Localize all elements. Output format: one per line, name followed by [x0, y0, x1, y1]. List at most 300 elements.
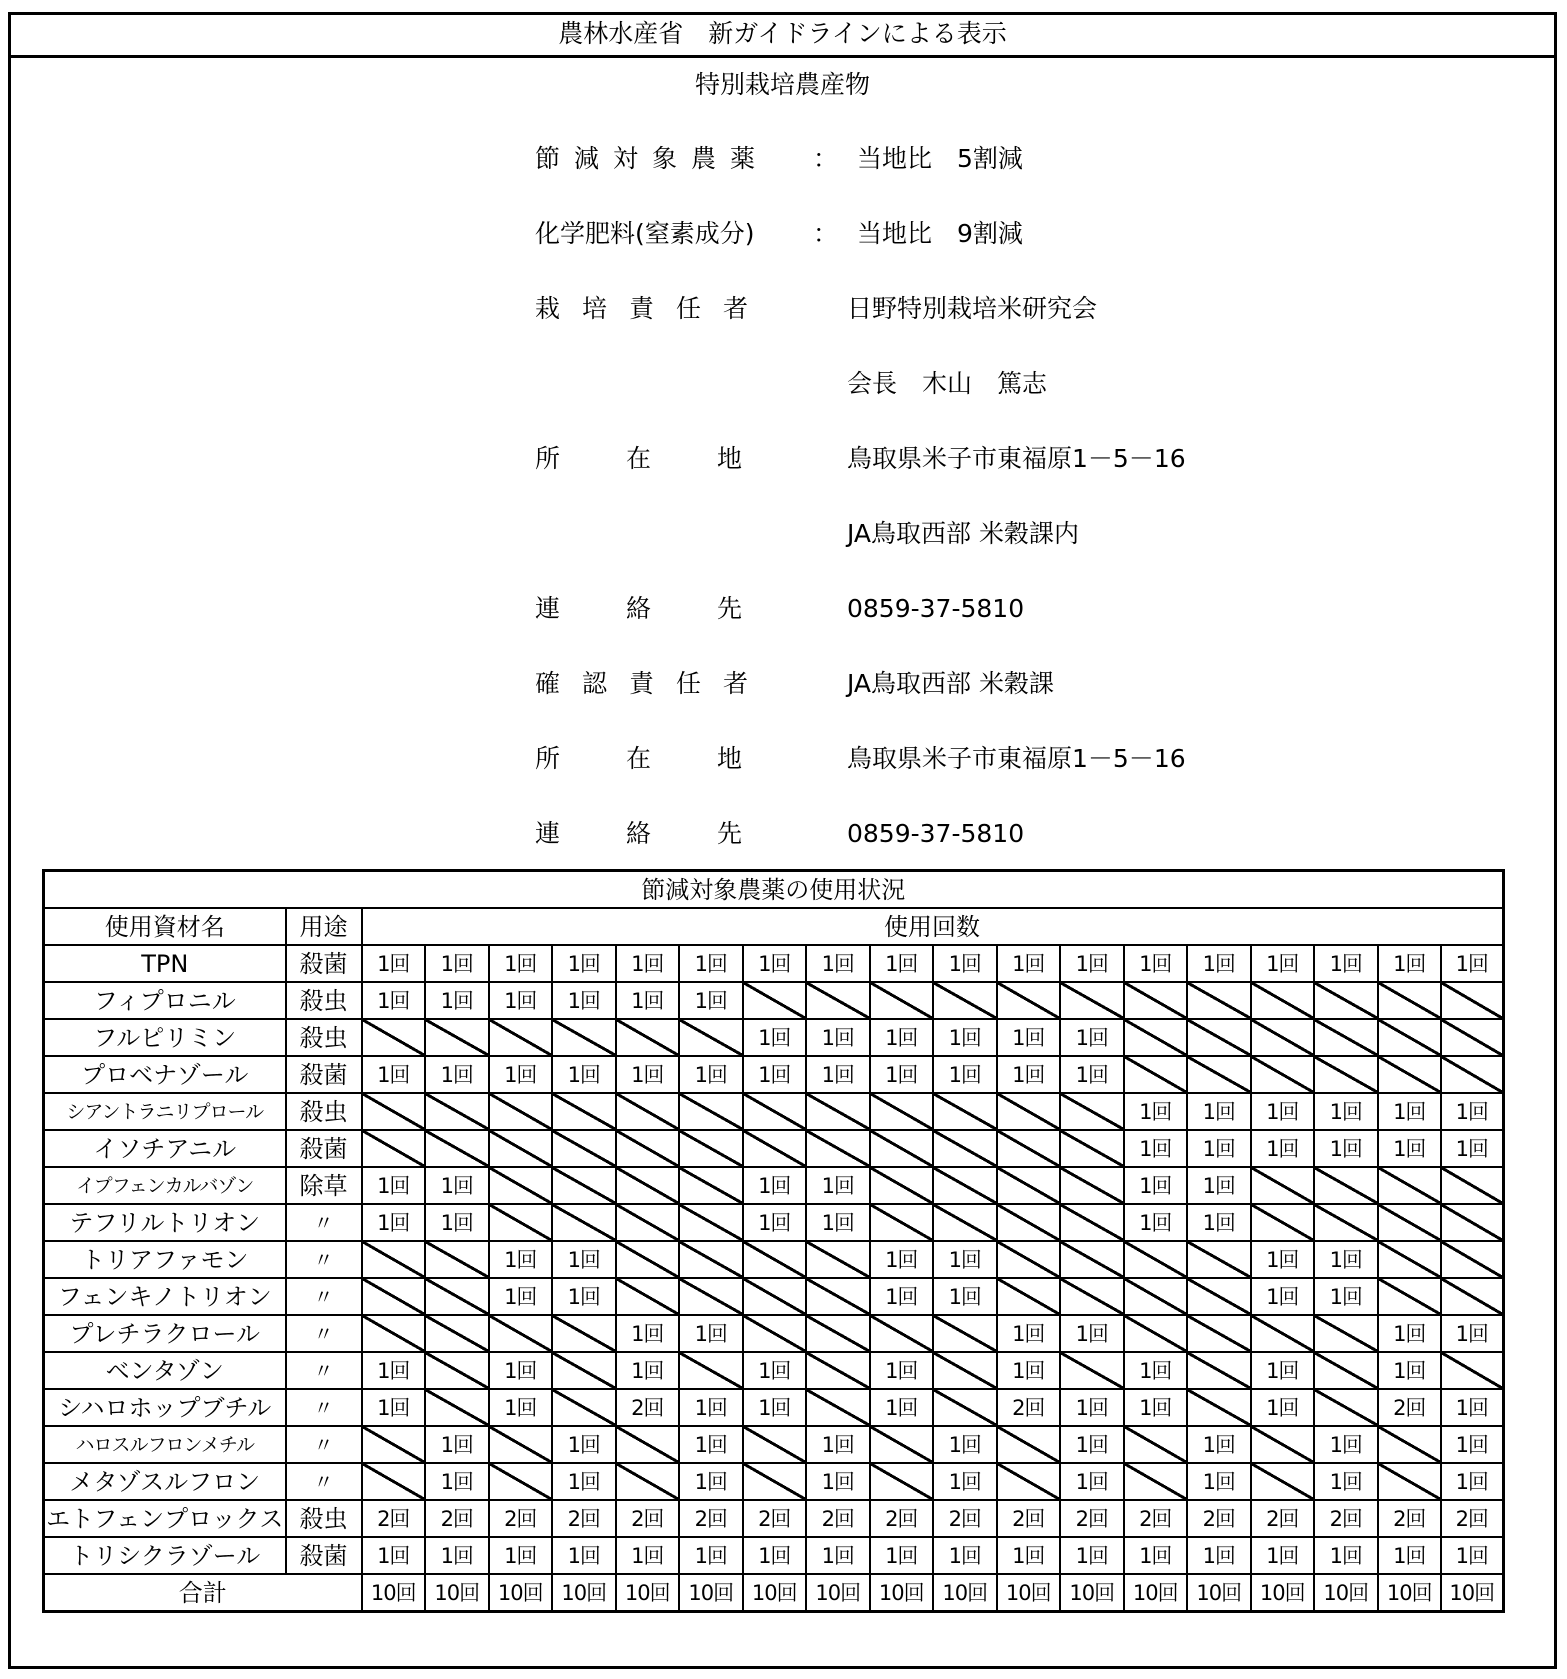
- unused-cell: [933, 1389, 997, 1426]
- material-use: 殺菌: [286, 1056, 362, 1093]
- count-cell: 1回: [997, 1315, 1061, 1352]
- count-cell: 1回: [1314, 1426, 1378, 1463]
- table-row: [44, 1056, 1504, 1093]
- unused-cell: [552, 1204, 616, 1241]
- table-header-row: [44, 908, 1504, 945]
- unused-cell: [806, 1352, 870, 1389]
- count-cell: 2回: [616, 1389, 680, 1426]
- count-cell: 1回: [362, 945, 426, 982]
- unused-cell: [997, 1130, 1061, 1167]
- material-use: 〃: [286, 1352, 362, 1389]
- unused-cell: [1060, 1130, 1124, 1167]
- table-row: [44, 982, 1504, 1019]
- count-cell: 1回: [1441, 1093, 1503, 1130]
- unused-cell: [1060, 1241, 1124, 1278]
- total-row: [44, 1574, 1504, 1612]
- count-cell: 2回: [552, 1500, 616, 1537]
- material-name: プロベナゾール: [44, 1056, 286, 1093]
- unused-cell: [552, 1130, 616, 1167]
- count-cell: 2回: [997, 1389, 1061, 1426]
- colon: ：: [813, 219, 839, 248]
- count-cell: 1回: [870, 1019, 934, 1056]
- unused-cell: [616, 1204, 680, 1241]
- unused-cell: [933, 1204, 997, 1241]
- unused-cell: [1314, 1056, 1378, 1093]
- unused-cell: [1441, 1056, 1503, 1093]
- count-cell: 1回: [679, 1426, 743, 1463]
- table-row: [44, 1093, 1504, 1130]
- total-label: 合計: [44, 1574, 362, 1612]
- count-cell: 1回: [806, 1463, 870, 1500]
- count-cell: 1回: [1124, 1389, 1188, 1426]
- material-use: 〃: [286, 1278, 362, 1315]
- count-cell: 1回: [1251, 945, 1315, 982]
- count-cell: 1回: [933, 1426, 997, 1463]
- count-cell: 1回: [425, 982, 489, 1019]
- unused-cell: [489, 1204, 553, 1241]
- unused-cell: [489, 1463, 553, 1500]
- unused-cell: [1378, 1241, 1442, 1278]
- total-cell: 10回: [870, 1574, 934, 1612]
- count-cell: 1回: [806, 1167, 870, 1204]
- count-cell: 1回: [1060, 1537, 1124, 1574]
- count-cell: 1回: [552, 945, 616, 982]
- count-cell: 1回: [933, 1278, 997, 1315]
- unused-cell: [552, 1093, 616, 1130]
- count-cell: 1回: [1187, 1426, 1251, 1463]
- count-cell: 1回: [616, 1537, 680, 1574]
- count-cell: 1回: [743, 1389, 807, 1426]
- unused-cell: [743, 1463, 807, 1500]
- material-name: テフリルトリオン: [44, 1204, 286, 1241]
- header-material: 使用資材名: [44, 908, 286, 945]
- unused-cell: [806, 1315, 870, 1352]
- unused-cell: [1187, 1278, 1251, 1315]
- unused-cell: [1187, 982, 1251, 1019]
- count-cell: 1回: [1441, 1130, 1503, 1167]
- count-cell: 1回: [552, 1278, 616, 1315]
- unused-cell: [425, 1315, 489, 1352]
- table-title: 節減対象農薬の使用状況: [44, 871, 1504, 909]
- count-cell: 2回: [806, 1500, 870, 1537]
- unused-cell: [743, 1241, 807, 1278]
- material-name: トリアファモン: [44, 1241, 286, 1278]
- material-name: フェンキノトリオン: [44, 1278, 286, 1315]
- unused-cell: [1441, 1019, 1503, 1056]
- unused-cell: [1124, 1278, 1188, 1315]
- material-use: 殺菌: [286, 1130, 362, 1167]
- total-cell: 10回: [679, 1574, 743, 1612]
- unused-cell: [1378, 1019, 1442, 1056]
- count-cell: 1回: [933, 1056, 997, 1093]
- count-cell: 2回: [997, 1500, 1061, 1537]
- confirm-contact-label: 連絡先: [535, 819, 809, 848]
- unused-cell: [425, 1093, 489, 1130]
- colon: ：: [813, 144, 839, 173]
- count-cell: 1回: [933, 1019, 997, 1056]
- count-cell: 1回: [1251, 1241, 1315, 1278]
- count-cell: 2回: [1124, 1500, 1188, 1537]
- table-title-row: [44, 871, 1504, 909]
- grower-rep: 会長 木山 篤志: [847, 369, 1048, 398]
- unused-cell: [552, 1389, 616, 1426]
- table-row: [44, 1204, 1504, 1241]
- unused-cell: [1060, 1352, 1124, 1389]
- unused-cell: [1187, 1019, 1251, 1056]
- material-use: 〃: [286, 1389, 362, 1426]
- count-cell: 1回: [362, 1167, 426, 1204]
- count-cell: 1回: [1060, 1315, 1124, 1352]
- count-cell: 1回: [997, 1056, 1061, 1093]
- unused-cell: [1124, 982, 1188, 1019]
- count-cell: 1回: [1187, 1093, 1251, 1130]
- count-cell: 1回: [489, 1278, 553, 1315]
- count-cell: 1回: [1060, 1463, 1124, 1500]
- unused-cell: [1187, 1241, 1251, 1278]
- unused-cell: [743, 1426, 807, 1463]
- total-cell: 10回: [1251, 1574, 1315, 1612]
- total-cell: 10回: [1314, 1574, 1378, 1612]
- unused-cell: [1251, 1463, 1315, 1500]
- total-cell: 10回: [1124, 1574, 1188, 1612]
- pesticide-label: 節減対象農薬: [535, 144, 770, 173]
- unused-cell: [679, 1241, 743, 1278]
- count-cell: 1回: [489, 1241, 553, 1278]
- count-cell: 1回: [1060, 1426, 1124, 1463]
- count-cell: 1回: [1441, 1426, 1503, 1463]
- unused-cell: [679, 1167, 743, 1204]
- unused-cell: [679, 1278, 743, 1315]
- total-cell: 10回: [1060, 1574, 1124, 1612]
- unused-cell: [1378, 1463, 1442, 1500]
- unused-cell: [489, 1167, 553, 1204]
- material-name: トリシクラゾール: [44, 1537, 286, 1574]
- count-cell: 1回: [425, 1056, 489, 1093]
- unused-cell: [1314, 1167, 1378, 1204]
- material-name: シアントラニリプロール: [44, 1093, 286, 1130]
- unused-cell: [425, 1019, 489, 1056]
- unused-cell: [1060, 1093, 1124, 1130]
- unused-cell: [616, 1241, 680, 1278]
- table-row: [44, 1315, 1504, 1352]
- count-cell: 1回: [870, 1537, 934, 1574]
- material-use: 殺菌: [286, 1537, 362, 1574]
- count-cell: 1回: [870, 1278, 934, 1315]
- unused-cell: [997, 1241, 1061, 1278]
- count-cell: 1回: [552, 1056, 616, 1093]
- unused-cell: [1251, 1426, 1315, 1463]
- unused-cell: [1314, 1019, 1378, 1056]
- count-cell: 1回: [1314, 1278, 1378, 1315]
- count-cell: 1回: [1441, 1389, 1503, 1426]
- material-name: ハロスルフロンメチル: [44, 1426, 286, 1463]
- unused-cell: [743, 982, 807, 1019]
- count-cell: 1回: [1314, 945, 1378, 982]
- count-cell: 1回: [1378, 1352, 1442, 1389]
- unused-cell: [489, 1426, 553, 1463]
- unused-cell: [362, 1241, 426, 1278]
- total-cell: 10回: [362, 1574, 426, 1612]
- count-cell: 1回: [997, 945, 1061, 982]
- unused-cell: [425, 1352, 489, 1389]
- unused-cell: [362, 1278, 426, 1315]
- unused-cell: [1441, 1167, 1503, 1204]
- unused-cell: [1187, 1389, 1251, 1426]
- unused-cell: [997, 1167, 1061, 1204]
- count-cell: 1回: [425, 945, 489, 982]
- total-cell: 10回: [489, 1574, 553, 1612]
- unused-cell: [1378, 982, 1442, 1019]
- count-cell: 1回: [679, 1389, 743, 1426]
- unused-cell: [616, 1167, 680, 1204]
- total-cell: 10回: [743, 1574, 807, 1612]
- material-use: 殺虫: [286, 1093, 362, 1130]
- count-cell: 2回: [1060, 1500, 1124, 1537]
- material-name: イプフェンカルバゾン: [44, 1167, 286, 1204]
- total-cell: 10回: [933, 1574, 997, 1612]
- unused-cell: [1314, 1389, 1378, 1426]
- total-cell: 10回: [997, 1574, 1061, 1612]
- unused-cell: [1251, 1167, 1315, 1204]
- count-cell: 1回: [1124, 1537, 1188, 1574]
- unused-cell: [933, 1167, 997, 1204]
- unused-cell: [997, 1463, 1061, 1500]
- unused-cell: [997, 1426, 1061, 1463]
- material-use: 〃: [286, 1204, 362, 1241]
- unused-cell: [933, 1130, 997, 1167]
- unused-cell: [552, 1352, 616, 1389]
- count-cell: 1回: [997, 1019, 1061, 1056]
- count-cell: 2回: [679, 1500, 743, 1537]
- unused-cell: [806, 1130, 870, 1167]
- count-cell: 1回: [1251, 1130, 1315, 1167]
- count-cell: 1回: [743, 1537, 807, 1574]
- unused-cell: [489, 1130, 553, 1167]
- unused-cell: [806, 1389, 870, 1426]
- count-cell: 2回: [489, 1500, 553, 1537]
- unused-cell: [425, 1278, 489, 1315]
- unused-cell: [1314, 1315, 1378, 1352]
- material-use: 殺虫: [286, 982, 362, 1019]
- address-value: 鳥取県米子市東福原1－5－16: [847, 444, 1186, 473]
- grower-label: 栽培責任者: [535, 294, 771, 323]
- unused-cell: [870, 1167, 934, 1204]
- material-name: フィプロニル: [44, 982, 286, 1019]
- count-cell: 1回: [1441, 1315, 1503, 1352]
- count-cell: 1回: [1124, 1167, 1188, 1204]
- unused-cell: [362, 1093, 426, 1130]
- count-cell: 1回: [1124, 1352, 1188, 1389]
- table-row: [44, 1463, 1504, 1500]
- count-cell: 1回: [362, 1352, 426, 1389]
- count-cell: 1回: [1314, 1537, 1378, 1574]
- unused-cell: [870, 1204, 934, 1241]
- count-cell: 1回: [806, 1019, 870, 1056]
- count-cell: 1回: [870, 1389, 934, 1426]
- unused-cell: [362, 1315, 426, 1352]
- count-cell: 1回: [806, 1056, 870, 1093]
- count-cell: 1回: [425, 1167, 489, 1204]
- confirm-address-value: 鳥取県米子市東福原1－5－16: [847, 744, 1186, 773]
- unused-cell: [489, 1315, 553, 1352]
- count-cell: 1回: [870, 1352, 934, 1389]
- material-name: プレチラクロール: [44, 1315, 286, 1352]
- unused-cell: [362, 1130, 426, 1167]
- count-cell: 1回: [743, 1167, 807, 1204]
- count-cell: 1回: [489, 1056, 553, 1093]
- unused-cell: [552, 1167, 616, 1204]
- table-row: [44, 1500, 1504, 1537]
- total-cell: 10回: [1441, 1574, 1503, 1612]
- header-count: 使用回数: [362, 908, 1504, 945]
- unused-cell: [806, 1241, 870, 1278]
- unused-cell: [1060, 1204, 1124, 1241]
- count-cell: 1回: [489, 1537, 553, 1574]
- material-use: 除草: [286, 1167, 362, 1204]
- count-cell: 1回: [679, 1463, 743, 1500]
- count-cell: 1回: [489, 1389, 553, 1426]
- table-row: [44, 1389, 1504, 1426]
- unused-cell: [1187, 1315, 1251, 1352]
- material-use: 殺虫: [286, 1500, 362, 1537]
- total-cell: 10回: [616, 1574, 680, 1612]
- count-cell: 1回: [1124, 1130, 1188, 1167]
- count-cell: 1回: [679, 1537, 743, 1574]
- unused-cell: [870, 1130, 934, 1167]
- unused-cell: [616, 1093, 680, 1130]
- count-cell: 1回: [1378, 1093, 1442, 1130]
- unused-cell: [1124, 1019, 1188, 1056]
- unused-cell: [1124, 1426, 1188, 1463]
- count-cell: 1回: [552, 1537, 616, 1574]
- unused-cell: [997, 982, 1061, 1019]
- count-cell: 1回: [489, 1352, 553, 1389]
- count-cell: 1回: [997, 1352, 1061, 1389]
- count-cell: 1回: [1378, 945, 1442, 982]
- unused-cell: [870, 1315, 934, 1352]
- count-cell: 1回: [552, 1463, 616, 1500]
- unused-cell: [1314, 1352, 1378, 1389]
- unused-cell: [806, 982, 870, 1019]
- count-cell: 1回: [616, 1352, 680, 1389]
- table-row: [44, 945, 1504, 982]
- usage-table-body: [44, 871, 1504, 1612]
- count-cell: 1回: [616, 1056, 680, 1093]
- unused-cell: [1124, 1315, 1188, 1352]
- unused-cell: [997, 1093, 1061, 1130]
- count-cell: 2回: [1187, 1500, 1251, 1537]
- unused-cell: [616, 1426, 680, 1463]
- unused-cell: [1060, 982, 1124, 1019]
- count-cell: 2回: [1441, 1500, 1503, 1537]
- unused-cell: [1124, 1056, 1188, 1093]
- count-cell: 1回: [870, 1241, 934, 1278]
- header-use: 用途: [286, 908, 362, 945]
- pesticide-value: 当地比 5割減: [857, 144, 1023, 173]
- unused-cell: [933, 1352, 997, 1389]
- unused-cell: [679, 1093, 743, 1130]
- count-cell: 1回: [1251, 1352, 1315, 1389]
- unused-cell: [552, 1019, 616, 1056]
- unused-cell: [679, 1130, 743, 1167]
- unused-cell: [870, 1463, 934, 1500]
- material-name: イソチアニル: [44, 1130, 286, 1167]
- count-cell: 1回: [1187, 1537, 1251, 1574]
- unused-cell: [1251, 1056, 1315, 1093]
- unused-cell: [870, 1426, 934, 1463]
- fertilizer-value: 当地比 9割減: [857, 219, 1023, 248]
- count-cell: 1回: [1187, 1204, 1251, 1241]
- page-title: 農林水産省 新ガイドラインによる表示: [11, 15, 1554, 58]
- unused-cell: [1378, 1426, 1442, 1463]
- unused-cell: [1378, 1056, 1442, 1093]
- count-cell: 1回: [362, 1537, 426, 1574]
- count-cell: 1回: [870, 1056, 934, 1093]
- unused-cell: [1378, 1167, 1442, 1204]
- subtitle: 特別栽培農産物: [694, 70, 870, 99]
- total-cell: 10回: [552, 1574, 616, 1612]
- count-cell: 1回: [1378, 1315, 1442, 1352]
- count-cell: 1回: [1187, 1167, 1251, 1204]
- count-cell: 1回: [679, 982, 743, 1019]
- unused-cell: [1060, 1278, 1124, 1315]
- count-cell: 1回: [425, 1426, 489, 1463]
- table-row: [44, 1019, 1504, 1056]
- count-cell: 1回: [552, 1426, 616, 1463]
- count-cell: 1回: [425, 1463, 489, 1500]
- count-cell: 1回: [933, 1537, 997, 1574]
- unused-cell: [1251, 1019, 1315, 1056]
- material-use: 〃: [286, 1463, 362, 1500]
- unused-cell: [679, 1204, 743, 1241]
- count-cell: 1回: [1314, 1241, 1378, 1278]
- count-cell: 1回: [1124, 945, 1188, 982]
- contact-label: 連絡先: [535, 594, 809, 623]
- unused-cell: [425, 1130, 489, 1167]
- material-use: 〃: [286, 1241, 362, 1278]
- unused-cell: [933, 1093, 997, 1130]
- count-cell: 1回: [425, 1204, 489, 1241]
- address-label: 所在地: [535, 444, 809, 473]
- unused-cell: [1441, 1352, 1503, 1389]
- material-name: TPN: [44, 945, 286, 982]
- count-cell: 1回: [679, 1315, 743, 1352]
- confirm-address-label: 所在地: [535, 744, 809, 773]
- count-cell: 1回: [616, 982, 680, 1019]
- count-cell: 1回: [743, 1352, 807, 1389]
- unused-cell: [933, 982, 997, 1019]
- confirm-contact-value: 0859-37-5810: [847, 819, 1025, 848]
- count-cell: 1回: [743, 1019, 807, 1056]
- unused-cell: [362, 1019, 426, 1056]
- count-cell: 1回: [1187, 1130, 1251, 1167]
- count-cell: 1回: [1060, 945, 1124, 982]
- unused-cell: [1314, 982, 1378, 1019]
- count-cell: 1回: [679, 945, 743, 982]
- count-cell: 1回: [806, 1204, 870, 1241]
- table-row: [44, 1278, 1504, 1315]
- count-cell: 1回: [1314, 1463, 1378, 1500]
- unused-cell: [997, 1204, 1061, 1241]
- count-cell: 1回: [1187, 1463, 1251, 1500]
- unused-cell: [1124, 1463, 1188, 1500]
- material-use: 〃: [286, 1315, 362, 1352]
- unused-cell: [806, 1278, 870, 1315]
- count-cell: 1回: [1124, 1204, 1188, 1241]
- usage-table: [42, 869, 1505, 1613]
- unused-cell: [425, 1241, 489, 1278]
- unused-cell: [616, 1130, 680, 1167]
